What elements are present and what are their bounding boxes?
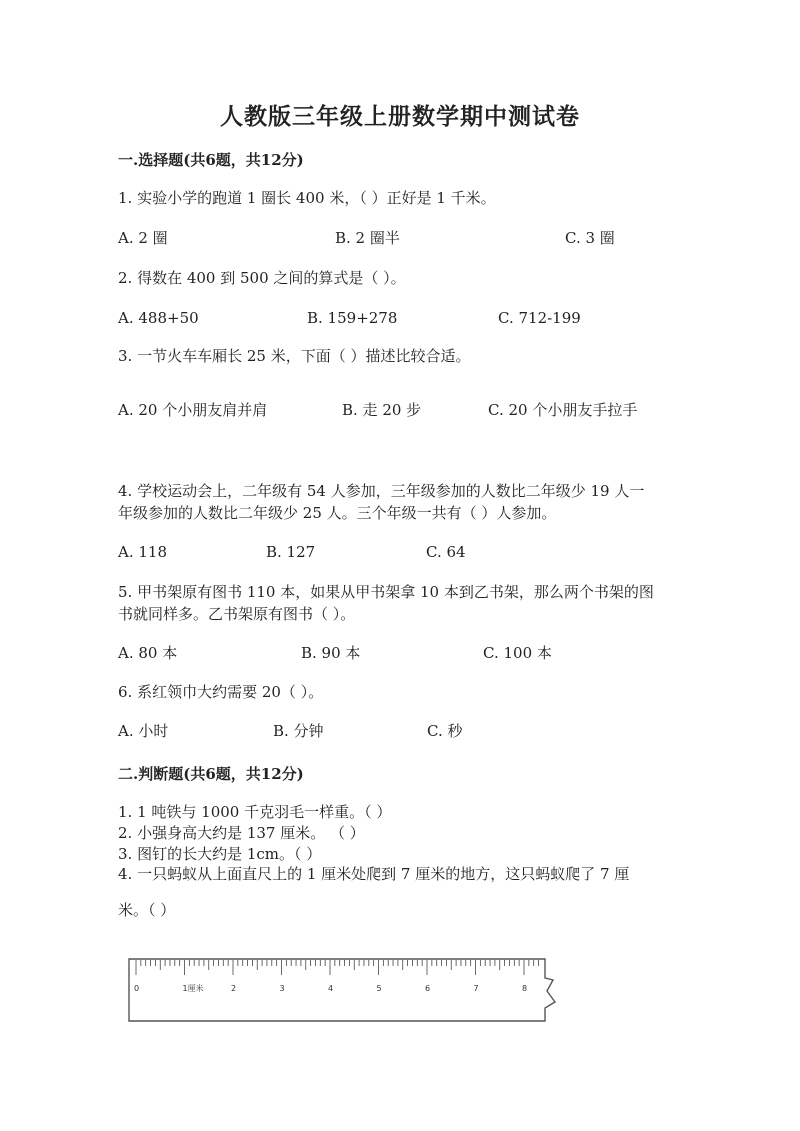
question-2-option-c: C. 712-199 [498, 309, 581, 327]
question-3-option-a: A. 20 个小朋友肩并肩 [118, 401, 268, 419]
question-1-stem: 1. 实验小学的跑道 1 圈长 400 米，（ ）正好是 1 千米。 [118, 189, 496, 207]
question-6-option-a: A. 小时 [118, 722, 169, 740]
question-5-option-c: C. 100 本 [483, 644, 552, 662]
question-3-option-c: C. 20 个小朋友手拉手 [488, 401, 638, 419]
page-title: 人教版三年级上册数学期中测试卷 [220, 103, 580, 130]
judgment-item-2: 2. 小强身高大约是 137 厘米。 （ ） [118, 824, 365, 842]
section-heading-choice: 一.选择题(共6题，共12分) [118, 151, 304, 169]
section-heading-judgment: 二.判断题(共6题，共12分) [118, 765, 304, 783]
question-5-stem-line-2: 书就同样多。乙书架原有图书（ ）。 [118, 605, 356, 623]
ruler-label: 3 [279, 984, 285, 993]
question-4-stem-line-2: 年级参加的人数比二年级少 25 人。三个年级一共有（ ）人参加。 [118, 504, 557, 522]
question-4-option-a: A. 118 [118, 543, 167, 561]
question-1-option-b: B. 2 圈半 [335, 229, 400, 247]
ruler-label: 2 [231, 984, 237, 993]
question-6-stem: 6. 系红领巾大约需要 20（ ）。 [118, 683, 324, 701]
question-2-option-a: A. 488+50 [118, 309, 199, 327]
ruler-illustration [128, 958, 560, 1024]
question-1-option-a: A. 2 圈 [118, 229, 168, 247]
question-5-option-a: A. 80 本 [118, 644, 178, 662]
question-4-option-b: B. 127 [266, 543, 316, 561]
judgment-item-1: 1. 1 吨铁与 1000 千克羽毛一样重。（ ） [118, 803, 392, 821]
judgment-item-3: 3. 图钉的长大约是 1cm。（ ） [118, 845, 322, 863]
ruler-label: 5 [376, 984, 382, 993]
question-2-option-b: B. 159+278 [307, 309, 398, 327]
question-6-option-c: C. 秒 [427, 722, 463, 740]
question-3-stem: 3. 一节火车车厢长 25 米，下面（ ）描述比较合适。 [118, 347, 471, 365]
question-3-option-b: B. 走 20 步 [342, 401, 422, 419]
question-4-stem-line-1: 4. 学校运动会上，二年级有 54 人参加，三年级参加的人数比二年级少 19 人一 [118, 482, 645, 500]
question-2-stem: 2. 得数在 400 到 500 之间的算式是（ ）。 [118, 269, 406, 287]
question-1-option-c: C. 3 圈 [565, 229, 615, 247]
question-5-option-b: B. 90 本 [301, 644, 361, 662]
ruler-label: 7 [473, 984, 479, 993]
ruler-label: 4 [328, 984, 334, 993]
ruler-label: 8 [522, 984, 528, 993]
ruler-label: 6 [425, 984, 431, 993]
judgment-item-4-line-2: 米。（ ） [118, 901, 176, 919]
ruler-label: 0 [134, 984, 140, 993]
question-6-option-b: B. 分钟 [273, 722, 324, 740]
question-5-stem-line-1: 5. 甲书架原有图书 110 本，如果从甲书架拿 10 本到乙书架，那么两个书架的图 [118, 583, 654, 601]
ruler-label: 1厘米 [182, 984, 204, 993]
judgment-item-4-line-1: 4. 一只蚂蚁从上面直尺上的 1 厘米处爬到 7 厘米的地方，这只蚂蚁爬了 7 厘 [118, 865, 630, 883]
question-4-option-c: C. 64 [426, 543, 466, 561]
